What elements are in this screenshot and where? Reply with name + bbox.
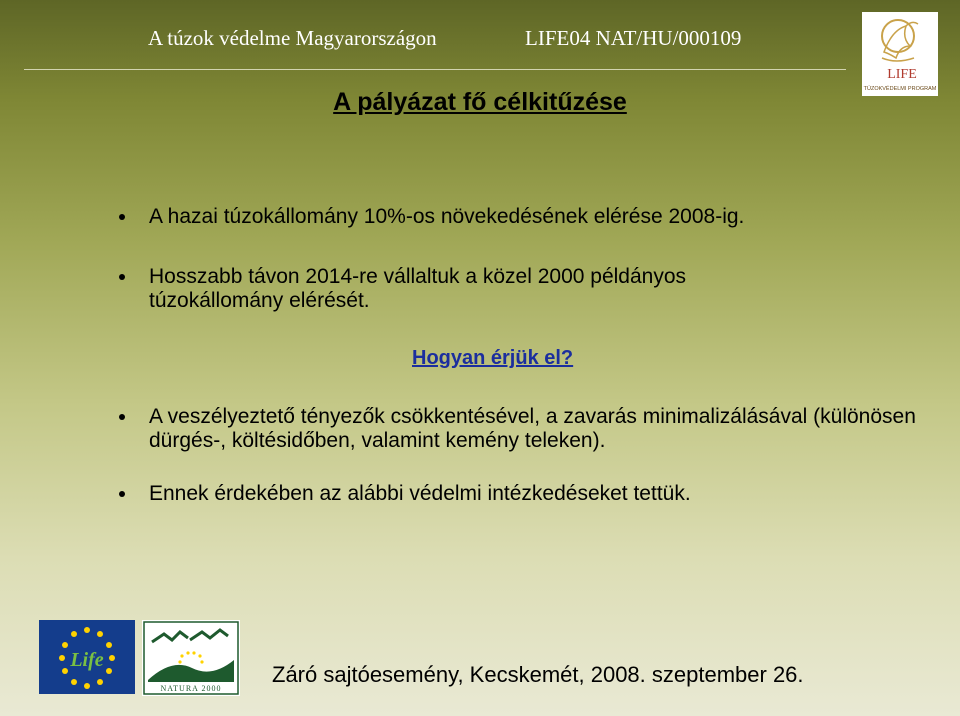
life-eu-logo — [39, 620, 135, 694]
life-program-logo — [862, 12, 938, 96]
bullet-item — [149, 265, 789, 313]
natura-birds-icon — [142, 620, 240, 696]
bullet-text: A hazai túzokállomány 10%-os növekedésének elérése 2008-ig. — [149, 205, 745, 228]
header-project-code: LIFE04 NAT/HU/000109 — [525, 26, 742, 50]
logo-life-text: LIFE — [887, 67, 917, 82]
bullet-marker — [119, 414, 125, 420]
header-title: A túzok védelme Magyarországon — [148, 26, 437, 50]
bullet-text: Hosszabb távon 2014-re vállaltuk a közel 2000 példányos túzokállomány elérését. — [149, 265, 687, 312]
bullet-item — [149, 405, 939, 453]
natura-text: NATURA 2000 — [160, 684, 222, 693]
header-divider — [24, 69, 846, 70]
bustard-icon — [862, 12, 938, 96]
bullet-marker — [119, 274, 125, 280]
bullet-text: Ennek érdekében az alábbi védelmi intézkedéseket tettük. — [149, 482, 691, 505]
slide-title: A pályázat fő célkitűzése — [333, 88, 627, 116]
eu-stars-icon — [39, 620, 135, 694]
footer-event-text: Záró sajtóesemény, Kecskemét, 2008. szeptember 26. — [272, 662, 804, 687]
bullet-text: A veszélyeztető tényezők csökkentésével, a zavarás minimalizálásával (különösen dürgés-, költésidőben, valamint kemény teleken). — [149, 405, 916, 452]
life-logo-text: Life — [70, 649, 104, 671]
sub-heading: Hogyan érjük el? — [412, 347, 574, 369]
bullet-item — [149, 482, 939, 506]
natura-2000-logo — [142, 620, 240, 696]
logo-program-text: TÚZOKVÉDELMI PROGRAM — [863, 86, 937, 92]
bullet-marker — [119, 491, 125, 497]
bullet-marker — [119, 214, 125, 220]
bullet-item — [149, 205, 939, 229]
